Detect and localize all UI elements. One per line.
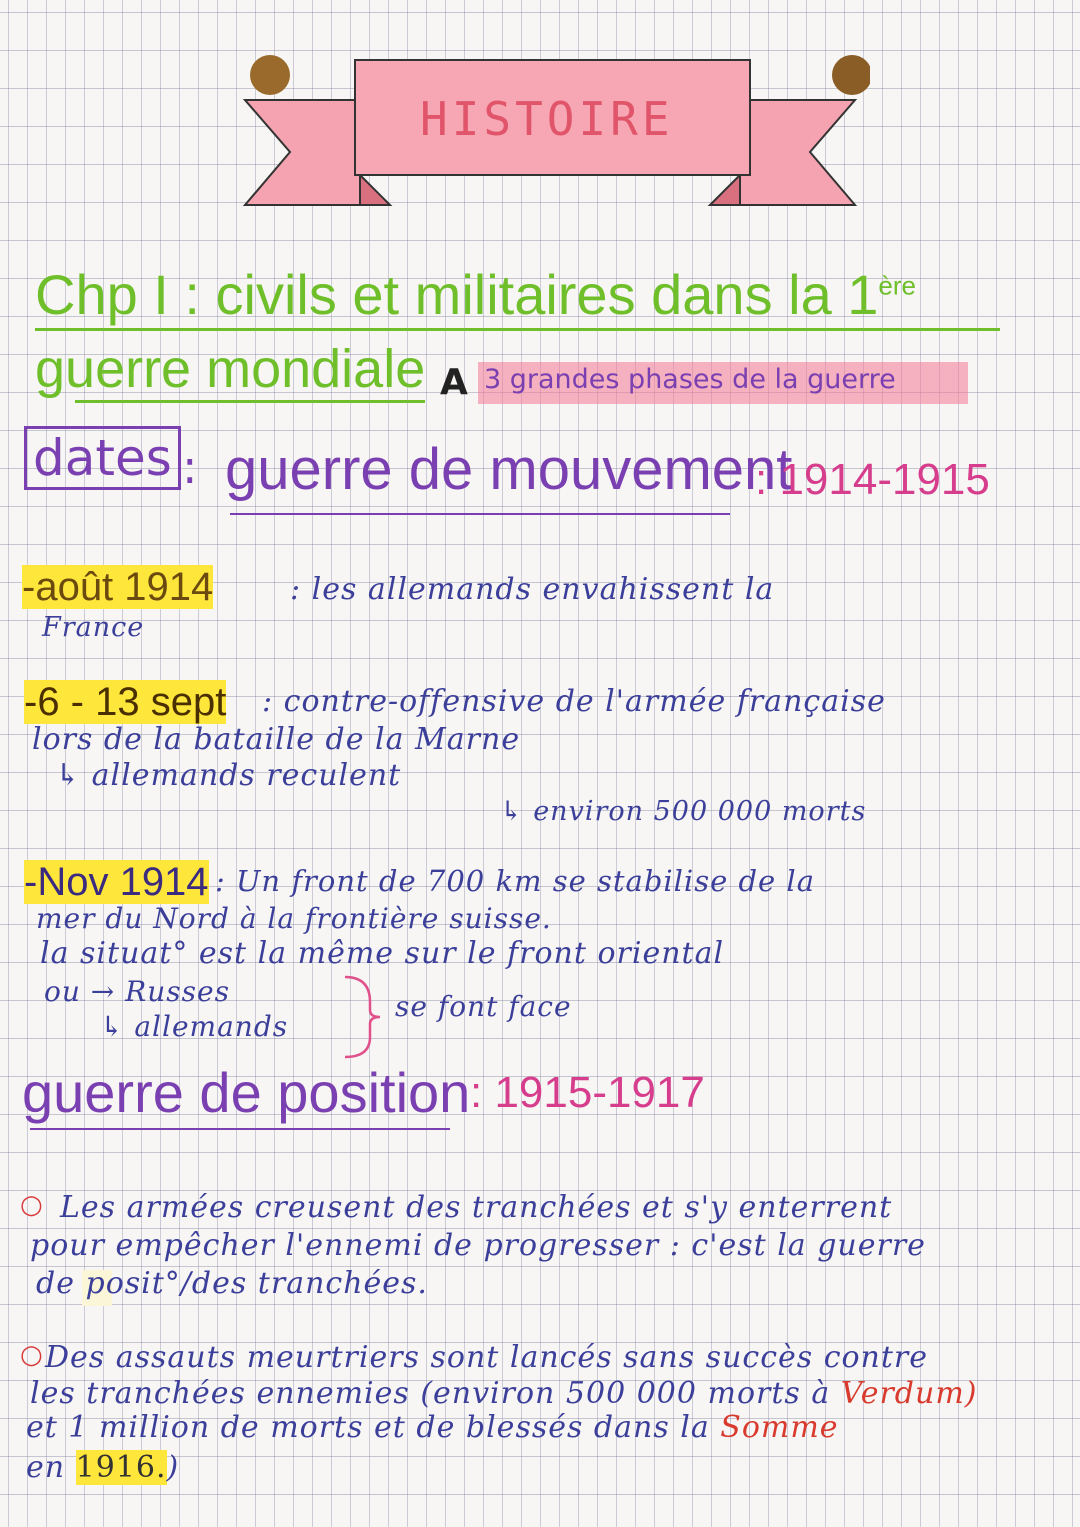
- phase1-title: guerre de mouvement: [225, 437, 793, 502]
- dates-box: dates: [24, 426, 181, 490]
- pin-left-icon: [250, 55, 290, 95]
- entry-text: ↳ environ 500 000 morts: [500, 796, 867, 827]
- pin-right-icon: [832, 55, 870, 95]
- title-underline-2: [75, 400, 425, 403]
- bullet-text: de posit°/des tranchées.: [36, 1266, 428, 1301]
- chapter-title-line1: Chp I : civils et militaires dans la 1ère: [35, 263, 916, 326]
- bullet-text: pour empêcher l'ennemi de progresser : c'est la guerre: [30, 1228, 926, 1263]
- bullet-text: et 1 million de morts et de blessés dans la Somme: [26, 1410, 839, 1445]
- bullet-text: Des assauts meurtriers sont lancés sans succès contre: [45, 1340, 929, 1375]
- entry-text: la situat° est la même sur le front oriental: [40, 936, 725, 971]
- year-1916: 1916.: [75, 1450, 167, 1485]
- place-verdun: Verdum): [840, 1376, 978, 1411]
- phase2-dates: : 1915-1917: [470, 1068, 705, 1117]
- entry-text: : contre-offensive de l'armée française: [262, 684, 886, 719]
- title-underline: [35, 328, 1000, 331]
- entry-date: -août 1914: [22, 565, 214, 609]
- entry-text: mer du Nord à la frontière suisse.: [36, 902, 552, 935]
- entry-text: France: [42, 612, 145, 643]
- place-somme: Somme: [720, 1410, 839, 1445]
- phase1-underline: [230, 513, 730, 515]
- entry-text: ou → Russes: [44, 975, 230, 1008]
- bullet-icon: ○: [20, 1190, 43, 1220]
- phase2-title: guerre de position: [22, 1061, 471, 1124]
- phase2-underline: [30, 1128, 450, 1130]
- entry-text: ↳ allemands reculent: [55, 758, 402, 793]
- entry-date: -Nov 1914: [24, 860, 209, 904]
- entry-date: -6 - 13 sept: [24, 680, 227, 724]
- brace-icon: [340, 972, 390, 1062]
- entry-text: se font face: [395, 990, 572, 1023]
- bullet-text: Les armées creusent des tranchées et s'y enterrent: [60, 1190, 893, 1225]
- entry-text: lors de la bataille de la Marne: [32, 722, 521, 757]
- bullet-text: en 1916.): [26, 1450, 180, 1485]
- entry-text: : Un front de 700 km se stabilise de la: [215, 864, 815, 898]
- chapter-title-line2: guerre mondiale: [35, 339, 426, 399]
- section-letter: A: [440, 362, 468, 403]
- entry-text: ↳ allemands: [100, 1010, 289, 1043]
- section-title: 3 grandes phases de la guerre: [484, 364, 896, 395]
- banner-title: HISTOIRE: [420, 92, 674, 146]
- bullet-icon: ○: [20, 1340, 43, 1370]
- dates-colon: :: [182, 440, 198, 494]
- entry-text: : les allemands envahissent la: [290, 572, 775, 607]
- phase1-dates: : 1914-1915: [755, 455, 990, 504]
- bullet-text: les tranchées ennemies (environ 500 000 morts à Verdum): [30, 1376, 978, 1411]
